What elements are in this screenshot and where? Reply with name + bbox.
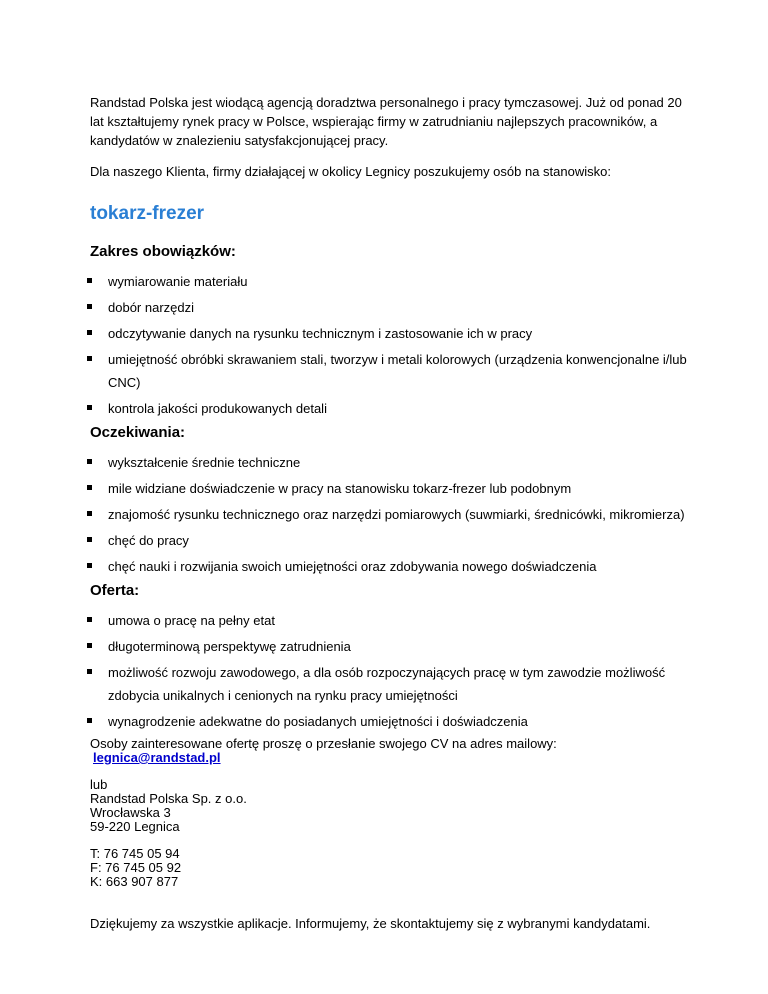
contact-or: lub — [90, 777, 108, 792]
bullet-icon — [87, 459, 92, 464]
offer-list — [90, 609, 690, 733]
phone-number: T: 76 745 05 94 — [90, 846, 180, 861]
list-item — [90, 555, 690, 578]
list-item — [90, 477, 690, 500]
bullet-icon — [87, 617, 92, 622]
bullet-icon — [87, 511, 92, 516]
list-item — [90, 322, 690, 345]
fax-number: F: 76 745 05 92 — [90, 860, 182, 875]
list-item-text: długoterminową perspektywę zatrudnienia — [108, 639, 351, 654]
list-item — [90, 710, 690, 733]
mobile-number: K: 663 907 877 — [90, 874, 179, 889]
list-item-text: wykształcenie średnie techniczne — [108, 455, 301, 470]
list-item-text: chęć nauki i rozwijania swoich umiejętności oraz zdobywania nowego doświadczenia — [108, 559, 597, 574]
company-city: 59-220 Legnica — [90, 819, 180, 834]
list-item — [90, 661, 690, 707]
list-item-text: znajomość rysunku technicznego oraz narzędzi pomiarowych (suwmiarki, średnicówki, mikromierza) — [108, 507, 685, 522]
intro-position-lead: Dla naszego Klienta, firmy działającej w okolicy Legnicy poszukujemy osób na stanowisko: — [90, 164, 611, 179]
list-item-text: chęć do pracy — [108, 533, 189, 548]
offer-heading: Oferta: — [90, 582, 140, 599]
list-item-text: wynagrodzenie adekwatne do posiadanych umiejętności i doświadczenia — [108, 714, 528, 729]
list-item — [90, 451, 690, 474]
list-item — [90, 296, 690, 319]
bullet-icon — [87, 485, 92, 490]
intro-paragraph: Randstad Polska jest wiodącą agencją doradztwa personalnego i pracy tymczasowej. Już od ponad 20 lat kształtujemy rynek pracy w Polsce, wspierając firmy w zatrudnianiu najlepszych pracowników, a kandydatów w znalezieniu satysfakcjonującej pracy. — [90, 95, 682, 148]
bullet-icon — [87, 304, 92, 309]
expectations-list — [90, 451, 690, 578]
list-item-text: wymiarowanie materiału — [108, 274, 248, 289]
bullet-icon — [87, 643, 92, 648]
contact-prompt: Osoby zainteresowane ofertę proszę o przesłanie swojego CV na adres mailowy: — [90, 736, 557, 751]
duties-heading: Zakres obowiązków: — [90, 243, 236, 260]
bullet-icon — [87, 537, 92, 542]
bullet-icon — [87, 278, 92, 283]
duties-list — [90, 270, 690, 420]
list-item-text: umiejętność obróbki skrawaniem stali, tworzyw i metali kolorowych (urządzenia konwencjonalne i/lub CNC) — [108, 352, 687, 390]
list-item-text: kontrola jakości produkowanych detali — [108, 401, 327, 416]
expectations-heading: Oczekiwania: — [90, 424, 186, 441]
company-name: Randstad Polska Sp. z o.o. — [90, 791, 247, 806]
list-item-text: mile widziane doświadczenie w pracy na stanowisku tokarz-frezer lub podobnym — [108, 481, 572, 496]
list-item-text: dobór narzędzi — [108, 300, 194, 315]
job-offer-document — [90, 93, 690, 931]
list-item-text: możliwość rozwoju zawodowego, a dla osób rozpoczynających pracę w tym zawodzie możliwość zdobycia unikalnych i cenionych na rynku pracy umiejętności — [108, 665, 666, 703]
list-item — [90, 503, 690, 526]
list-item — [90, 609, 690, 632]
bullet-icon — [87, 718, 92, 723]
closing-note: Dziękujemy za wszystkie aplikacje. Informujemy, że skontaktujemy się z wybranymi kandydatami. — [90, 916, 651, 931]
email-link[interactable]: legnica@randstad.pl — [93, 750, 221, 765]
list-item — [90, 348, 690, 394]
list-item — [90, 635, 690, 658]
list-item — [90, 270, 690, 293]
list-item — [90, 529, 690, 552]
bullet-icon — [87, 330, 92, 335]
job-title: tokarz-frezer — [90, 203, 205, 224]
bullet-icon — [87, 563, 92, 568]
list-item — [90, 397, 690, 420]
list-item-text: odczytywanie danych na rysunku technicznym i zastosowanie ich w pracy — [108, 326, 533, 341]
company-street: Wrocławska 3 — [90, 805, 171, 820]
contact-block — [90, 737, 690, 931]
bullet-icon — [87, 405, 92, 410]
bullet-icon — [87, 356, 92, 361]
list-item-text: umowa o pracę na pełny etat — [108, 613, 275, 628]
bullet-icon — [87, 669, 92, 674]
